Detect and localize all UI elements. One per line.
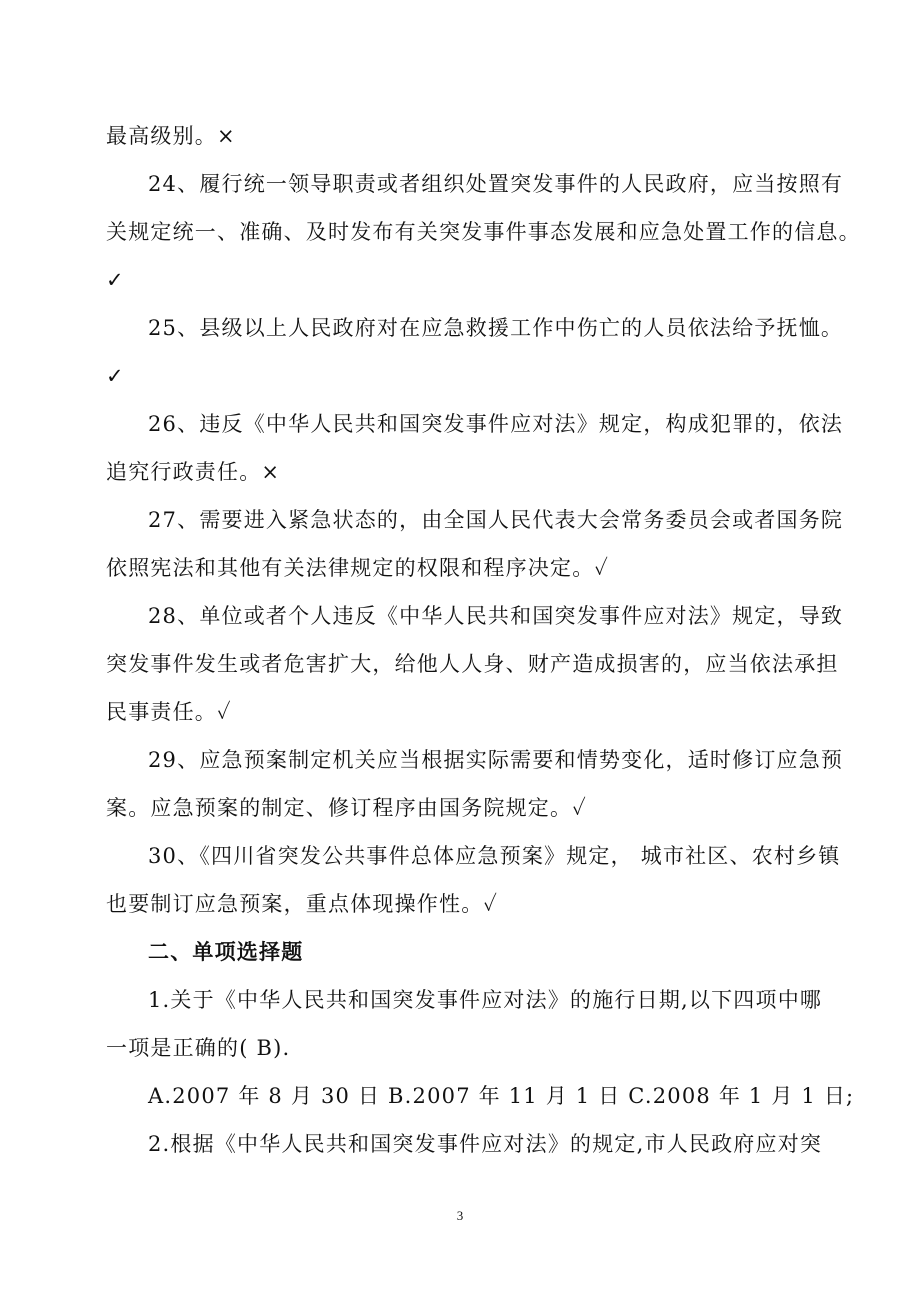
text-line: A.2007 年 8 月 30 日 B.2007 年 11 月 1 日 C.2008 年 1 月 1 日; — [148, 1084, 855, 1108]
text-line: 依照宪法和其他有关法律规定的权限和程序决定。✓ — [106, 556, 610, 580]
text-line: 追究行政责任。× — [106, 460, 281, 484]
text-line: 29、应急预案制定机关应当根据实际需要和情势变化，适时修订应急预 — [148, 748, 844, 772]
text-line: 30、《四川省突发公共事件总体应急预案》规定， 城市社区、农村乡镇 — [148, 844, 841, 868]
text-line: 27、需要进入紧急状态的，由全国人民代表大会常务委员会或者国务院 — [148, 508, 844, 532]
section-heading: 二、单项选择题 — [148, 939, 304, 964]
text-line: 突发事件发生或者危害扩大，给他人人身、财产造成损害的，应当依法承担 — [106, 652, 839, 676]
check-mark: ✓ — [106, 364, 125, 388]
text-line: 也要制订应急预案，重点体现操作性。✓ — [106, 892, 499, 916]
text-line: 民事责任。✓ — [106, 700, 232, 724]
check-mark: ✓ — [106, 268, 125, 292]
text-line: 最高级别。× — [106, 124, 236, 148]
text-line: 28、单位或者个人违反《中华人民共和国突发事件应对法》规定，导致 — [148, 604, 844, 628]
page-number: 3 — [456, 1208, 464, 1223]
text-line: 关规定统一、准确、及时发布有关突发事件事态发展和应急处置工作的信息。 — [106, 220, 861, 244]
text-line: 25、县级以上人民政府对在应急救援工作中伤亡的人员依法给予抚恤。 — [148, 316, 844, 340]
text-line: 案。应急预案的制定、修订程序由国务院规定。✓ — [106, 796, 587, 820]
text-line: 2.根据《中华人民共和国突发事件应对法》的规定,市人民政府应对突 — [148, 1132, 823, 1156]
text-line: 26、违反《中华人民共和国突发事件应对法》规定，构成犯罪的，依法 — [148, 412, 844, 436]
text-line: 1.关于《中华人民共和国突发事件应对法》的施行日期,以下四项中哪 — [148, 988, 823, 1012]
text-line: 24、履行统一领导职责或者组织处置突发事件的人民政府，应当按照有 — [148, 172, 844, 196]
text-line: 一项是正确的( B). — [106, 1036, 291, 1060]
